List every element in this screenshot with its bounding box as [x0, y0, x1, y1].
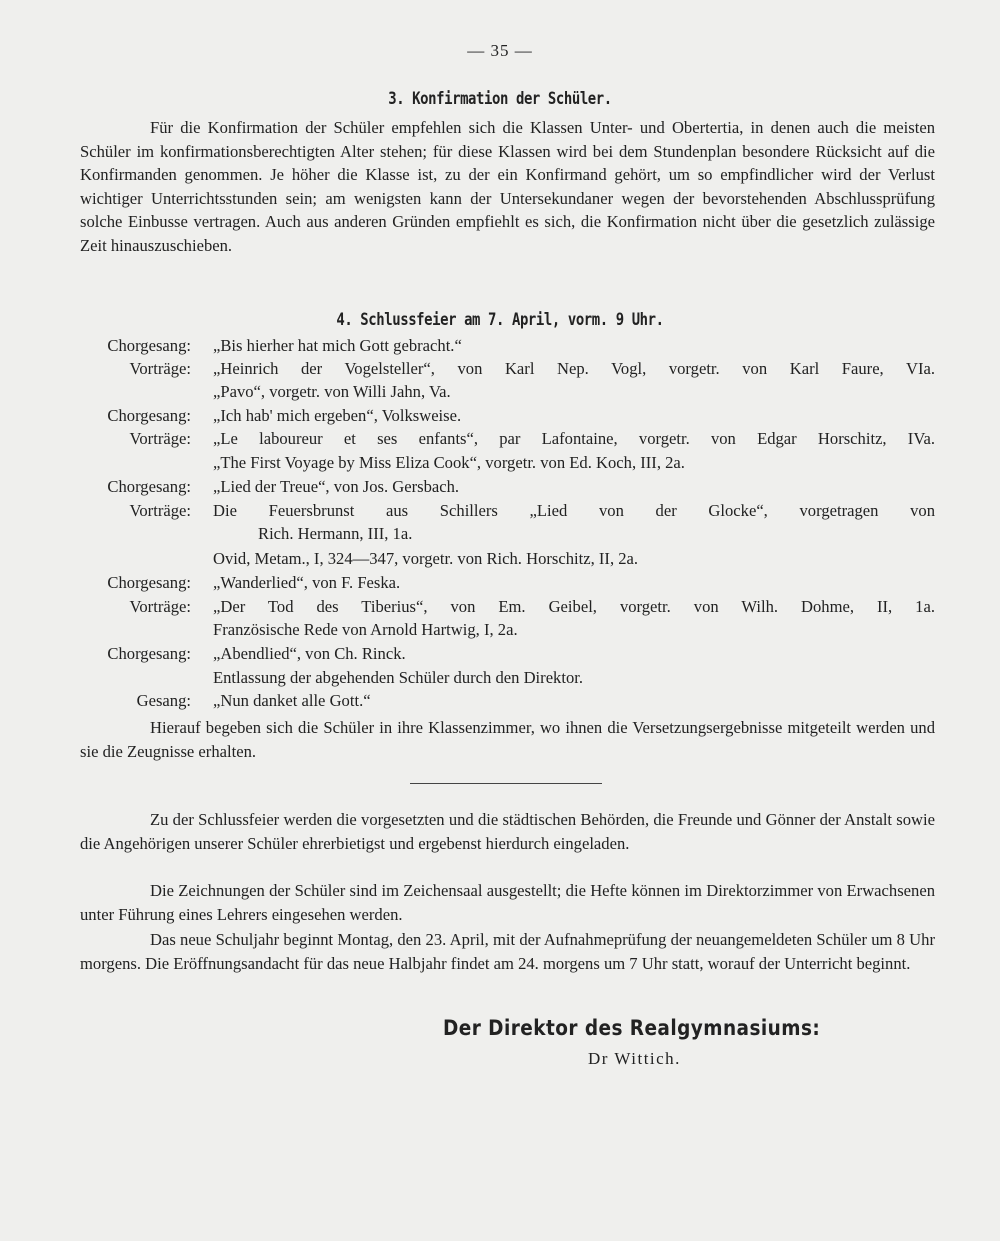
notice-exhibition: Die Zeichnungen der Schüler sind im Zeichensaal ausgestellt; die Hefte können im Direktorzimmer von Erwachsenen unter Führung eines Lehrers eingesehen werden. [80, 881, 935, 924]
notice-new-school-year: Das neue Schuljahr beginnt Montag, den 23. April, mit der Aufnahmeprüfung der neuangemeldeten Schüler um 8 Uhr morgens. Die Eröffnungsandacht für das neue Halbjahr findet am 24. morgens um 7 Uhr statt, worauf der Unterricht beginnt. [80, 930, 935, 973]
program-text: „Wanderlied“, von F. Feska. [213, 573, 401, 592]
program-item [78, 477, 938, 501]
program-text: Entlassung der abgehenden Schüler durch den Direktor. [213, 668, 584, 687]
program-label: Vorträge: [129, 429, 191, 448]
program-text: „Pavo“, vorgetr. von Willi Jahn, Va. [213, 382, 451, 401]
program-label: Chorgesang: [107, 336, 191, 355]
program-item [78, 597, 938, 621]
program-text: „Nun danket alle Gott.“ [213, 691, 371, 710]
program-text: Rich. Hermann, III, 1a. [258, 524, 413, 543]
program-text: Französische Rede von Arnold Hartwig, I, 2a. [213, 620, 518, 639]
program-text: „Bis hierher hat mich Gott gebracht.“ [213, 336, 462, 355]
program-label: Chorgesang: [107, 406, 191, 425]
program-item [78, 668, 938, 692]
program-text: „The First Voyage by Miss Eliza Cook“, vorgetr. von Ed. Koch, III, 2a. [213, 453, 685, 472]
program-item [78, 429, 938, 453]
program-item [78, 336, 938, 360]
program-item [78, 549, 938, 573]
program-label: Chorgesang: [107, 477, 191, 496]
program-label: Gesang: [136, 691, 191, 710]
program-item [78, 359, 938, 383]
program-text: „Abendlied“, von Ch. Rinck. [213, 644, 406, 663]
program-item [78, 573, 938, 597]
program-item [78, 382, 938, 406]
program-item [78, 524, 938, 548]
page-number: — 35 — [467, 41, 533, 60]
program-text: Ovid, Metam., I, 324—347, vorgetr. von Rich. Horschitz, II, 2a. [213, 549, 639, 568]
section-3-heading: 3. Konfirmation der Schüler. [388, 89, 612, 109]
program-label: Vorträge: [129, 359, 191, 378]
program-item [78, 501, 938, 525]
program-item [78, 620, 938, 644]
program-label: Vorträge: [129, 501, 191, 520]
program-item [78, 691, 938, 715]
signature-name: Dr Wittich. [588, 1049, 681, 1068]
program-item [78, 453, 938, 477]
program-text: „Le laboureur et ses enfants“, par Lafontaine, vorgetr. von Edgar Horschitz, IVa. [213, 429, 935, 448]
section-3-paragraph: Für die Konfirmation der Schüler empfehlen sich die Klassen Unter- und Obertertia, in denen auch die meisten Schüler im konfirmationsberechtigten Alter stehen; für diese Klassen wird bei dem Stundenplan besondere Rücksicht auf die Konfirmanden genommen. Je höher die Klasse ist, zu der ein Konfirmand gehört, um so empfindlicher wird der Verlust wichtiger Unterrichtsstunden sein; am wenigsten kann der Untersekundaner wegen der bevorstehenden Abschlussprüfung solche Einbusse vertragen. Auch aus anderen Gründen empfiehlt es sich, die Konfirmation nicht über die gesetzlich zulässige Zeit hinauszuschieben. [80, 118, 935, 255]
divider [410, 783, 602, 784]
program-text: „Lied der Treue“, von Jos. Gersbach. [213, 477, 460, 496]
program-label: Chorgesang: [107, 573, 191, 592]
program-item [78, 644, 938, 668]
program-text: „Ich hab' mich ergeben“, Volksweise. [213, 406, 462, 425]
program-label: Chorgesang: [107, 644, 191, 663]
program-text: „Der Tod des Tiberius“, von Em. Geibel, vorgetr. von Wilh. Dohme, II, 1a. [213, 597, 935, 616]
program-item [78, 406, 938, 430]
notice-invitation: Zu der Schlussfeier werden die vorgesetzten und die städtischen Behörden, die Freunde und Gönner der Anstalt sowie die Angehörigen unserer Schüler ehrerbietigst und ergebenst hierdurch eingeladen. [80, 810, 935, 853]
section-4-closing: Hierauf begeben sich die Schüler in ihre Klassenzimmer, wo ihnen die Versetzungsergebnisse mitgeteilt werden und sie die Zeugnisse erhalten. [80, 718, 935, 761]
section-4-heading: 4. Schlussfeier am 7. April, vorm. 9 Uhr. [336, 310, 664, 330]
program-text: „Heinrich der Vogelsteller“, von Karl Nep. Vogl, vorgetr. von Karl Faure, VIa. [213, 359, 935, 378]
program-text: Die Feuersbrunst aus Schillers „Lied von der Glocke“, vorgetragen von [213, 501, 935, 520]
program-label: Vorträge: [129, 597, 191, 616]
signature-title: Der Direktor des Realgymnasiums: [443, 1016, 821, 1040]
